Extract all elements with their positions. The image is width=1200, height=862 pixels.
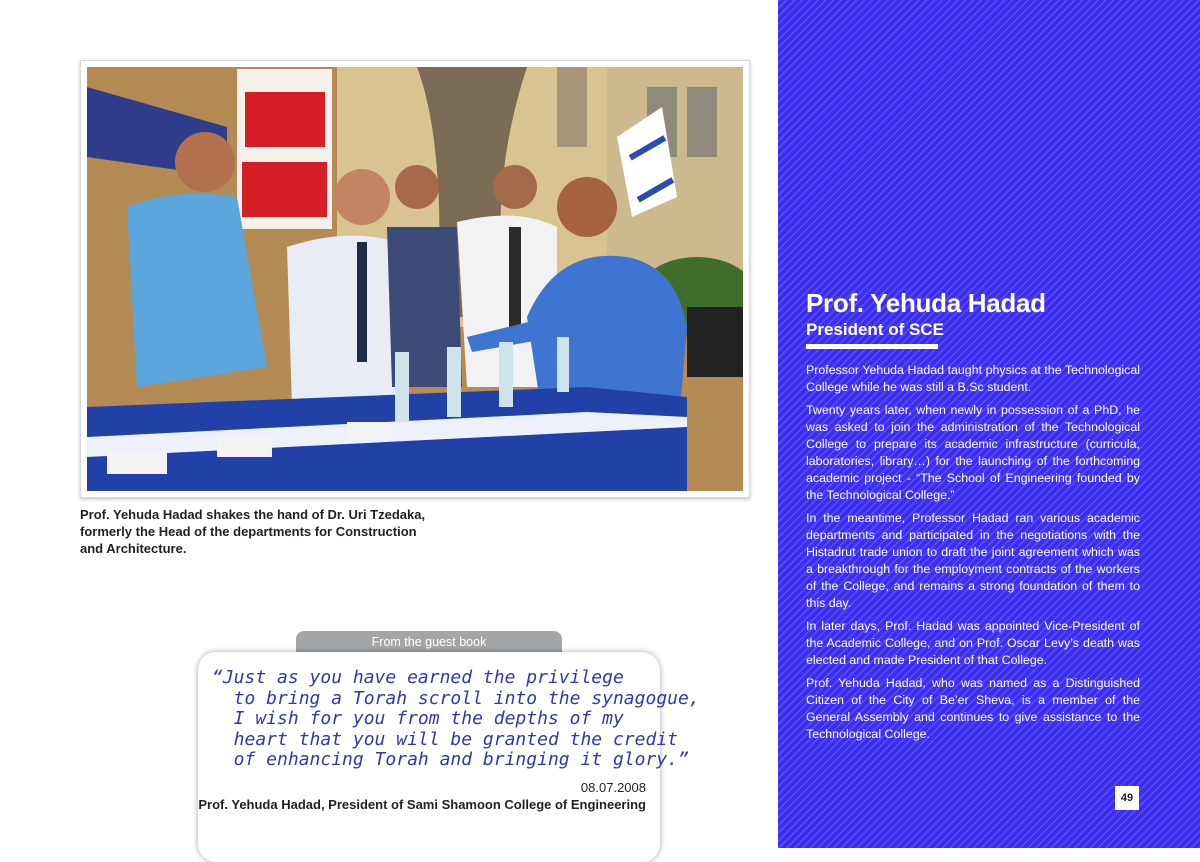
guest-book-quote: “Just as you have earned the privilege to bring a Torah scroll into the synagogue, I wish for you from the depths of my heart that you will be granted the credit of enhancing Torah and bringing it glory.” [212,667,700,770]
guest-book-date: 08.07.2008 [580,780,646,795]
guest-book-tab: From the guest book [296,631,562,653]
ceremony-photo-illustration [87,67,743,491]
bio-panel [778,0,1200,848]
bio-subtitle: President of SCE [806,320,944,339]
guest-book-signature: Prof. Yehuda Hadad, President of Sami Shamoon College of Engineering [198,797,646,812]
bio-paragraph: Prof. Yehuda Hadad, who was named as a Distinguished Citizen of the City of Be’er Sheva, is a member of the General Assembly and continues to give assistance to the Technological College. [806,676,1140,741]
bio-paragraph: In the meantime, Professor Hadad ran various academic departments and participated in the negotiations with the Histadrut trade union to draft the joint agreement which was a breakthrough for the employment contracts of the workers of the College, and remains a strong foundation of them to this day. [806,511,1140,610]
page-number: 49 [1115,786,1139,810]
bio-paragraph: Professor Yehuda Hadad taught physics at the Technological College while he was still a B.Sc student. [806,363,1140,394]
guest-book-card [198,652,700,862]
bio-paragraph: Twenty years later, when newly in possession of a PhD, he was asked to join the administration of the Technological College to prepare its academic infrastructure (curricula, laboratories, library…) for the launching of the forthcoming academic project - “The School of Engineering founded by the Technological College.” [806,403,1140,502]
photo-frame [80,60,750,498]
bio-title: Prof. Yehuda Hadad [806,288,1046,318]
ceremony-photo [87,67,743,491]
title-underline [806,344,938,349]
photo-caption: Prof. Yehuda Hadad shakes the hand of Dr. Uri Tzedaka, formerly the Head of the departments for Construction and Architecture. [80,507,426,556]
bio-body [806,362,1140,749]
bio-paragraph: In later days, Prof. Hadad was appointed Vice-President of the Academic College, and on Prof. Oscar Levy’s death was elected and made President of that College. [806,619,1140,667]
